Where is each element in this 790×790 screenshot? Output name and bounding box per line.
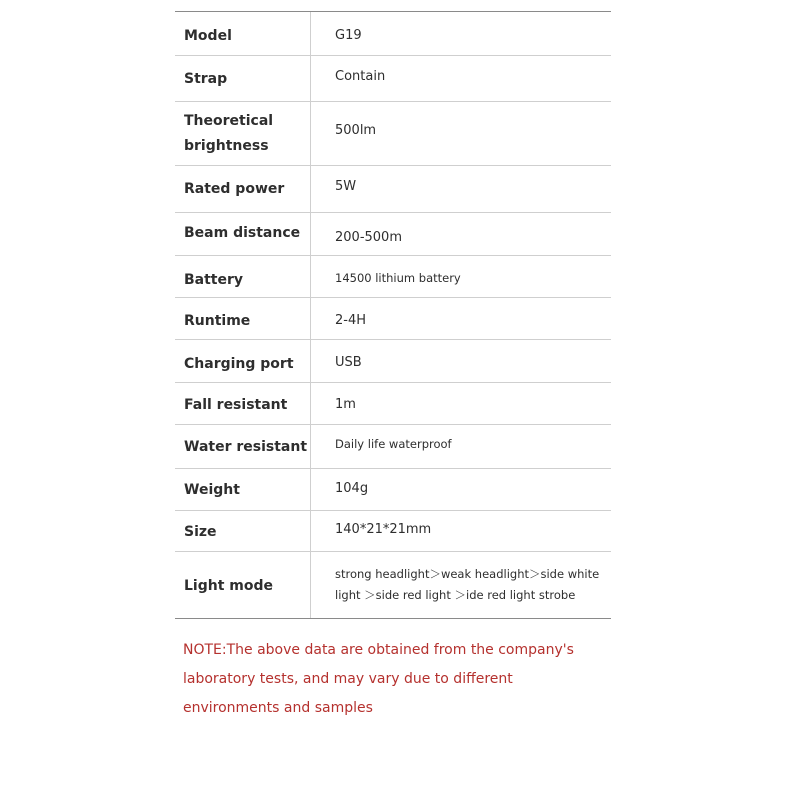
spec-label-theoretical-brightness: Theoretical brightness	[175, 102, 311, 165]
table-row	[175, 12, 611, 56]
spec-value-charging-port: USB	[335, 355, 362, 370]
table-row	[175, 469, 611, 511]
disclaimer-note: NOTE:The above data are obtained from the company's laboratory tests, and may vary due to different environments and samples	[183, 642, 574, 716]
spec-label-water-resistant: Water resistant	[175, 425, 311, 468]
table-row	[175, 56, 611, 102]
table-row	[175, 383, 611, 425]
spec-value-runtime: 2-4H	[335, 313, 367, 328]
table-row	[175, 166, 611, 213]
table-row	[175, 340, 611, 383]
table-row	[175, 298, 611, 340]
spec-value-model: G19	[335, 28, 362, 43]
spec-value-beam-distance: 200-500m	[335, 229, 402, 245]
spec-label-battery: Battery	[175, 256, 311, 297]
spec-value-weight: 104g	[335, 481, 369, 496]
spec-label-weight: Weight	[175, 469, 311, 510]
spec-value-water-resistant: Daily life waterproof	[335, 437, 452, 451]
spec-label-beam-distance: Beam distance	[175, 213, 311, 255]
table-row	[175, 425, 611, 469]
spec-label-strap: Strap	[175, 56, 311, 101]
spec-value-light-mode: strong headlight＞weak headlight＞side white light ＞side red light ＞ide red light strobe	[335, 567, 600, 602]
spec-value-size: 140*21*21mm	[335, 522, 432, 537]
spec-value-battery: 14500 lithium battery	[335, 271, 461, 285]
spec-label-rated-power: Rated power	[175, 166, 311, 212]
table-row	[175, 511, 611, 552]
spec-value-fall-resistant: 1m	[335, 397, 356, 412]
spec-table	[175, 11, 611, 619]
spec-value-strap: Contain	[335, 69, 386, 84]
table-row	[175, 102, 611, 166]
spec-label-charging-port: Charging port	[175, 340, 311, 382]
spec-label-fall-resistant: Fall resistant	[175, 383, 311, 424]
spec-value-rated-power: 5W	[335, 179, 357, 194]
spec-label-light-mode: Light mode	[175, 552, 311, 618]
spec-value-theoretical-brightness: 500lm	[335, 123, 377, 138]
spec-label-size: Size	[175, 511, 311, 551]
spec-label-model: Model	[175, 12, 311, 55]
table-row	[175, 256, 611, 298]
spec-label-runtime: Runtime	[175, 298, 311, 339]
table-row	[175, 552, 611, 619]
table-row	[175, 213, 611, 256]
